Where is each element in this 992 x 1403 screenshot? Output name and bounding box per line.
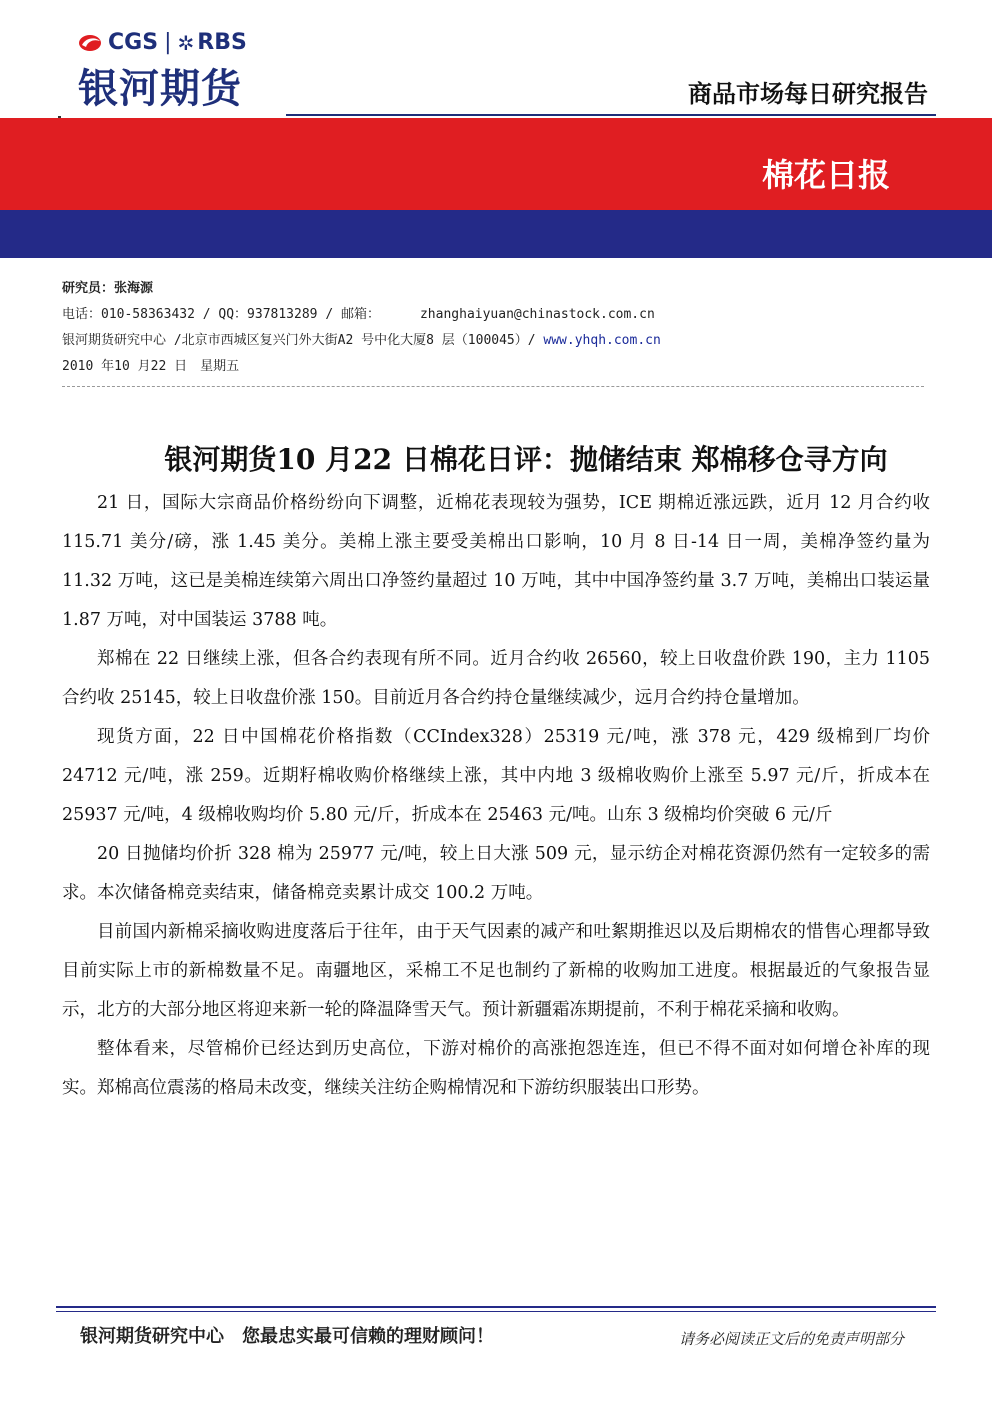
address-text: 银河期货研究中心 /北京市西城区复兴门外大街A2 号中化大厦8 层（100045）/ xyxy=(62,333,544,348)
author-info xyxy=(62,276,661,380)
report-date: 2010 年10 月22 日 星期五 xyxy=(62,359,240,374)
company-logo xyxy=(78,30,247,114)
footer-divider xyxy=(56,1306,936,1308)
banner-title: 棉花日报 xyxy=(761,156,890,194)
article-paragraph: 20 日抛储均价折 328 棉为 25977 元/吨，较上日大涨 509 元，显示纺企对棉花资源仍然有一定较多的需求。本次储备棉竞卖结束，储备棉竞卖累计成交 100.2 万吨。 xyxy=(62,844,930,903)
article-body xyxy=(62,484,930,1108)
footer-disclaimer: 请务必阅读正文后的免责声明部分 xyxy=(678,1330,904,1348)
article-paragraph: 现货方面，22 日中国棉花价格指数（CCIndex328）25319 元/吨，涨 378 元，429 级棉到厂均价 24712 元/吨，涨 259。近期籽棉收购价格继续上涨，其中内地 3 级棉收购价上涨至 5.97 元/斤，折成本在 25937 元/吨，4 级棉收购均价 5.80 元/斤，折成本在 25463 元/吨。山东 3 级棉均价突破 6 元/斤 xyxy=(62,727,930,825)
article-paragraph: 整体看来，尽管棉价已经达到历史高位，下游对棉价的高涨抱怨连连，但已不得不面对如何增仓补库的现实。郑棉高位震荡的格局未改变，继续关注纺企购棉情况和下游纺织服装出口形势。 xyxy=(62,1039,930,1098)
blue-banner xyxy=(0,210,992,258)
logo-rbs-text: RBS xyxy=(197,30,247,55)
contact-text: 电话：010-58363432 / QQ：937813289 / 邮箱： xyxy=(62,307,380,322)
article-paragraph: 21 日，国际大宗商品价格纷纷向下调整，近棉花表现较为强势，ICE 期棉近涨远跌，近月 12 月合约收 115.71 美分/磅，涨 1.45 美分。美棉上涨主要受美棉出口影响，10 月 8 日-14 日一周，美棉净签约量为 11.32 万吨，这已是美棉连续第六周出口净签约量超过 10 万吨，其中中国净签约量 3.7 万吨，美棉出口装运量 1.87 万吨，对中国装运 3788 吨。 xyxy=(62,493,930,630)
logo-chinese-name: 银河期货 xyxy=(78,66,242,112)
footer-slogan: 银河期货研究中心 您最忠实最可信赖的理财顾问！ xyxy=(80,1326,494,1347)
cgs-swirl-icon xyxy=(78,33,104,53)
researcher-name: 研究员：张海源 xyxy=(62,281,154,296)
footer-divider-thin xyxy=(56,1311,936,1312)
website-link[interactable]: www.yhqh.com.cn xyxy=(543,333,661,348)
rbs-mark-icon: ✲ xyxy=(177,30,195,55)
address-line xyxy=(62,328,661,354)
email-link[interactable]: zhanghaiyuan@chinastock.com.cn xyxy=(419,307,655,322)
article-paragraph: 目前国内新棉采摘收购进度落后于往年，由于天气因素的减产和吐絮期推迟以及后期棉农的惜售心理都导致目前实际上市的新棉数量不足。南疆地区，采棉工不足也制约了新棉的收购加工进度。根据最近的气象报告显示，北方的大部分地区将迎来新一轮的降温降雪天气。预计新疆霜冻期提前，不利于棉花采摘和收购。 xyxy=(62,922,930,1020)
logo-cgs-text: CGS xyxy=(108,30,159,55)
report-type: 商品市场每日研究报告 xyxy=(688,80,928,108)
article-title: 银河期货10 月22 日棉花日评：抛储结束 郑棉移仓寻方向 xyxy=(164,443,888,476)
article-paragraph: 郑棉在 22 日继续上涨，但各合约表现有所不同。近月合约收 26560，较上日收盘价跌 190，主力 1105 合约收 25145，较上日收盘价涨 150。目前近月各合约持仓量继续减少，远月合约持仓量增加。 xyxy=(62,649,930,708)
header-divider xyxy=(286,114,936,116)
logo-separator: | xyxy=(164,30,172,55)
contact-line xyxy=(62,302,661,328)
meta-divider xyxy=(62,386,924,387)
